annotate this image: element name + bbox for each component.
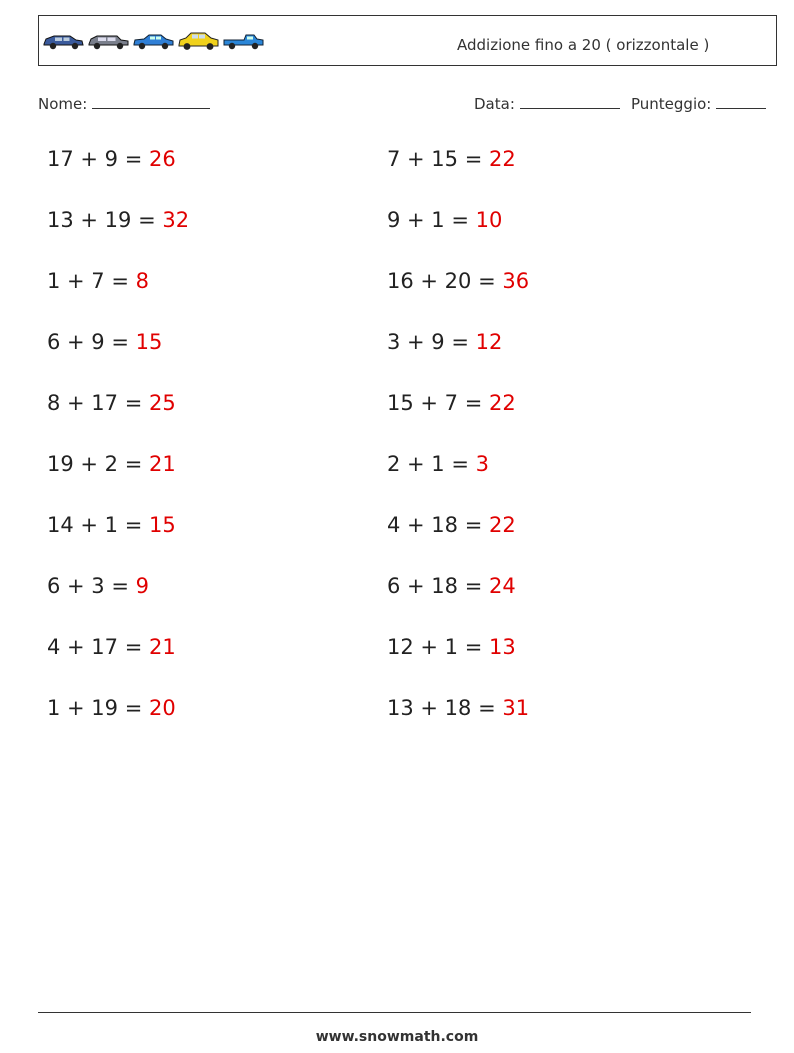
problem-expression: 4 + 18 =	[387, 513, 483, 537]
problem-answer: 9	[135, 574, 150, 598]
problem-answer: 24	[489, 574, 516, 598]
problem-8	[387, 330, 502, 354]
problem-answer: 31	[502, 696, 530, 720]
problem-13	[47, 513, 176, 537]
problem-expression: 15 + 7 =	[387, 391, 483, 415]
problem-14	[387, 513, 516, 537]
car-yellow-icon	[177, 31, 220, 51]
date-field	[474, 94, 620, 113]
problem-expression: 13 + 18 =	[387, 696, 496, 720]
date-blank	[520, 94, 620, 109]
problem-answer: 8	[135, 269, 150, 293]
problem-10	[387, 391, 516, 415]
car-blue-icon	[132, 31, 175, 51]
problem-expression: 9 + 1 =	[387, 208, 469, 232]
name-field	[38, 94, 210, 113]
car-icons-row	[42, 31, 265, 51]
problem-expression: 1 + 7 =	[47, 269, 129, 293]
problem-expression: 17 + 9 =	[47, 147, 143, 171]
score-field	[631, 94, 766, 113]
problem-2	[387, 147, 516, 171]
problem-expression: 1 + 19 =	[47, 696, 143, 720]
problem-answer: 22	[489, 513, 516, 537]
header-box	[38, 15, 777, 66]
problem-answer: 15	[135, 330, 163, 354]
problem-expression: 13 + 19 =	[47, 208, 156, 232]
problem-3	[47, 208, 189, 232]
problem-16	[387, 574, 516, 598]
problem-expression: 12 + 1 =	[387, 635, 483, 659]
problem-answer: 10	[475, 208, 503, 232]
problem-11	[47, 452, 176, 476]
problem-answer: 20	[149, 696, 176, 720]
problem-expression: 16 + 20 =	[387, 269, 496, 293]
problem-15	[47, 574, 149, 598]
problem-expression: 4 + 17 =	[47, 635, 143, 659]
car-blue-dark-icon	[42, 31, 85, 51]
name-label: Nome:	[38, 95, 88, 113]
problem-expression: 14 + 1 =	[47, 513, 143, 537]
problem-5	[47, 269, 149, 293]
car-gray-icon	[87, 31, 130, 51]
score-label: Punteggio:	[631, 95, 712, 113]
problem-answer: 21	[149, 452, 176, 476]
problem-expression: 6 + 9 =	[47, 330, 129, 354]
score-blank	[716, 94, 766, 109]
problem-answer: 26	[149, 147, 176, 171]
problem-expression: 8 + 17 =	[47, 391, 143, 415]
problem-answer: 12	[475, 330, 503, 354]
problem-answer: 32	[162, 208, 190, 232]
problem-answer: 36	[502, 269, 530, 293]
problem-answer: 25	[149, 391, 176, 415]
problem-expression: 6 + 3 =	[47, 574, 129, 598]
problem-expression: 7 + 15 =	[387, 147, 483, 171]
problem-expression: 3 + 9 =	[387, 330, 469, 354]
footer-divider	[38, 1012, 751, 1013]
pickup-blue-icon	[222, 31, 265, 51]
problem-20	[387, 696, 529, 720]
problem-expression: 6 + 18 =	[387, 574, 483, 598]
problem-1	[47, 147, 176, 171]
problem-answer: 15	[149, 513, 176, 537]
problem-expression: 2 + 1 =	[387, 452, 469, 476]
problem-9	[47, 391, 176, 415]
problem-6	[387, 269, 529, 293]
problem-expression: 19 + 2 =	[47, 452, 143, 476]
name-blank	[92, 94, 210, 109]
problem-4	[387, 208, 502, 232]
problem-answer: 21	[149, 635, 176, 659]
problem-answer: 22	[489, 147, 516, 171]
problem-answer: 13	[489, 635, 516, 659]
date-label: Data:	[474, 95, 515, 113]
problem-7	[47, 330, 162, 354]
problem-answer: 3	[475, 452, 490, 476]
worksheet-title: Addizione fino a 20 ( orizzontale )	[457, 36, 710, 54]
problem-18	[387, 635, 516, 659]
footer-url: www.snowmath.com	[315, 1029, 479, 1045]
problem-answer: 22	[489, 391, 516, 415]
problem-12	[387, 452, 489, 476]
problem-17	[47, 635, 176, 659]
problem-19	[47, 696, 176, 720]
